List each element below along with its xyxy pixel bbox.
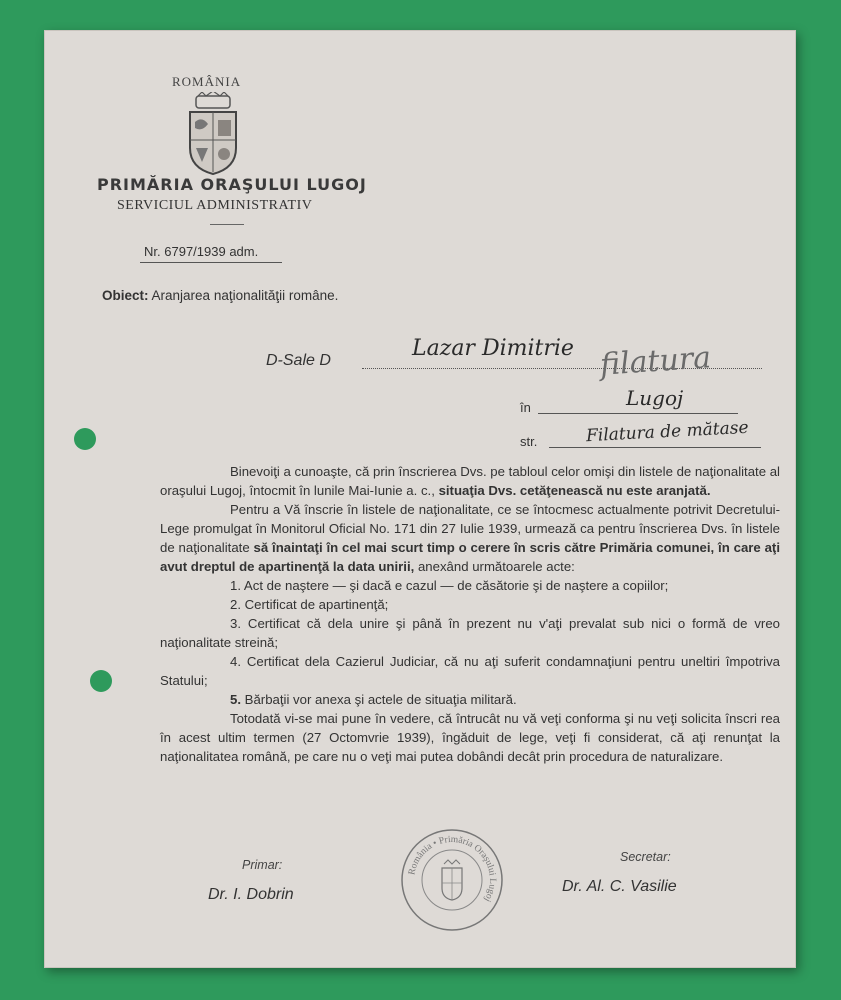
mayor-title: Primar:: [242, 858, 283, 872]
city-hall-heading: PRIMĂRIA ORAŞULUI LUGOJ: [97, 175, 367, 194]
registration-number: [144, 244, 258, 259]
subject-label: Obiect:: [102, 288, 149, 303]
list-item: [160, 690, 780, 709]
list-item-number: 5.: [230, 692, 241, 707]
street-label: str.: [520, 434, 538, 449]
punch-hole: [90, 670, 112, 692]
in-label: în: [520, 400, 531, 415]
document-page: [44, 30, 796, 968]
official-stamp-icon: [400, 828, 504, 932]
subject-line: [102, 288, 338, 303]
handwritten-occupation: filatura: [598, 340, 713, 383]
paragraph-3: Totodată vi-se mai pune în vedere, că întrucât nu vă veţi conforma şi nu veţi solicita înscri rea în acest ultim termen (27 Octomvrie 1939), îngăduit de lege, veţi fi considerat, că aţi renunţat la naţionalitatea română, pe care nu o veţi mai putea dobândi decât prin procedura de naturalizare.: [160, 711, 780, 764]
list-item: 2. Certificat de apartinenţă;: [230, 597, 389, 612]
mayor-name: Dr. I. Dobrin: [208, 886, 294, 903]
underline: [538, 413, 738, 414]
country-heading: ROMÂNIA: [172, 74, 242, 89]
number-suffix: adm.: [229, 244, 259, 259]
handwritten-name: Lazar Dimitrie: [412, 336, 574, 361]
list-item: 3. Certificat că dela unire şi până în prezent nu v'aţi prevalat sub nici o formă de vreo naţionalitate streină;: [160, 616, 780, 650]
service-heading: SERVICIUL ADMINISTRATIV: [117, 198, 313, 213]
paragraph-2-end: anexând următoarele acte:: [417, 559, 575, 574]
list-item-text: Bărbaţii vor anexa şi actele de situaţia militară.: [244, 692, 517, 707]
list-item: 1. Act de naştere — şi dacă e cazul — de căsătorie şi de naştere a copiilor;: [230, 578, 669, 593]
divider: [210, 224, 244, 225]
underline: [549, 447, 761, 448]
paragraph-2-text: Pentru a Vă înscrie în listele de naţionalitate, ce se întocmesc actualmente potrivit Decretului-Lege promulgat în Monitorul Oficial No. 171 din 27 Iulie 1939, urmează ca pentru înscrierea Dvs. în listele de naţionalitate: [160, 502, 780, 555]
paragraph-1-text: Binevoiţi a cunoaşte, că prin înscrierea Dvs. pe tabloul celor omişi din listele de naţionalitate al oraşului Lugoj, întocmit în lunile Mai-Iunie a. c.,: [160, 464, 780, 498]
stamp-text: România • Primăria Oraşului Lugoj: [407, 834, 498, 904]
number-label: Nr.: [144, 244, 161, 259]
secretary-title: Secretar:: [620, 850, 671, 864]
divider: [140, 262, 282, 263]
secretary-name: Dr. Al. C. Vasilie: [562, 878, 677, 895]
paragraph-1-bold: situaţia Dvs. cetăţenească nu este aranjată.: [438, 483, 711, 498]
handwritten-city: Lugoj: [626, 386, 684, 410]
coat-of-arms-icon: [186, 92, 240, 176]
letter-body: [160, 462, 780, 766]
punch-hole: [74, 428, 96, 450]
salutation: D-Sale D: [266, 352, 331, 369]
paragraph-2: [160, 500, 780, 576]
paragraph-1: [160, 462, 780, 500]
number-value: 6797/1939: [164, 244, 226, 259]
list-item: 4. Certificat dela Cazierul Judiciar, că nu aţi suferit condamnaţiuni pentru uneltiri împotriva Statului;: [160, 654, 780, 688]
subject-text: Aranjarea naţionalităţii române.: [151, 288, 339, 303]
paragraph-2-bold: să înaintaţi în cel mai scurt timp o cerere în scris către Primăria comunei, în care aţi avut dreptul de apartinenţă la data unirii,: [160, 540, 780, 574]
handwritten-street: Filatura de mătase: [585, 417, 750, 447]
